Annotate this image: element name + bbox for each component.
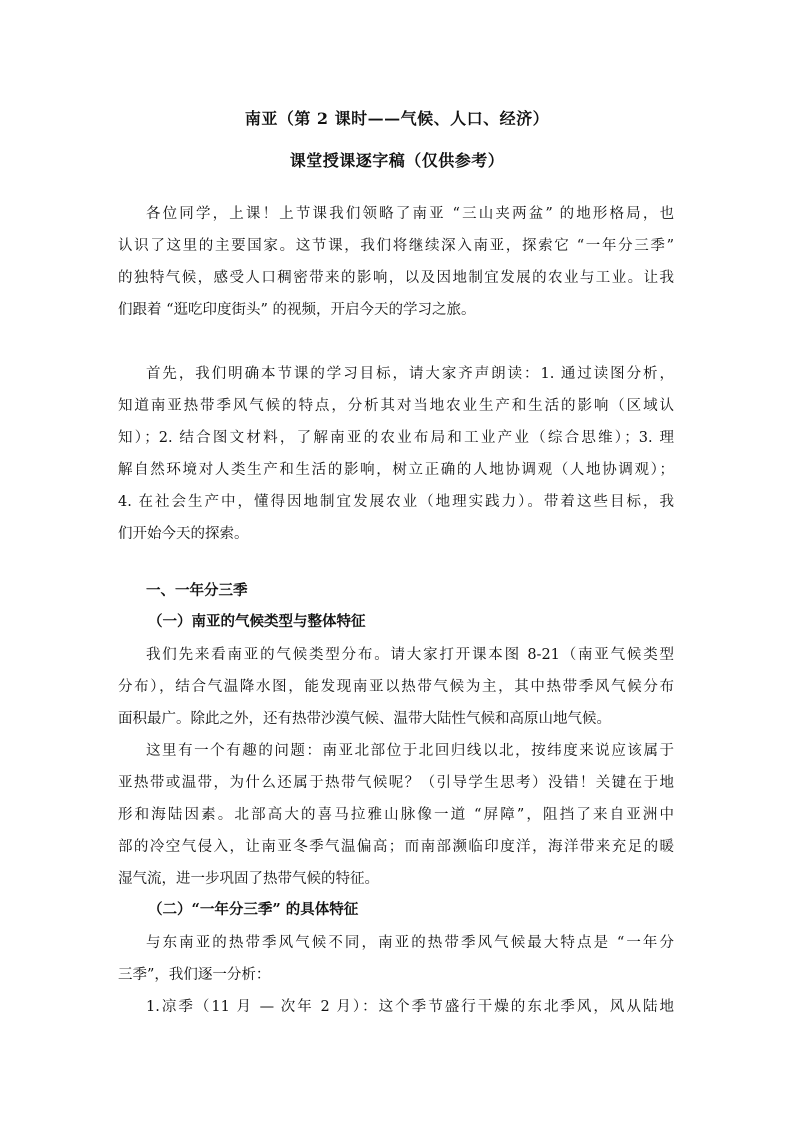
season-item-cool: 1.凉季（11 月 — 次年 2 月）：这个季节盛行干燥的东北季风，风从陆地: [146, 999, 674, 1015]
goals-line: 们开始今天的探索。: [118, 526, 249, 542]
goals-line: 知）；2. 结合图文材料，了解南亚的农业布局和工业产业（综合思维）；3. 理: [118, 430, 674, 446]
goals-line: 解自然环境对人类生产和生活的影响，树立正确的人地协调观（人地协调观）；: [118, 462, 674, 478]
question-line: 形和海陆因素。北部高大的喜马拉雅山脉像一道 “屏障”，阻挡了来自亚洲中: [118, 807, 674, 823]
climate-line: 面积最广。除此之外，还有热带沙漠气候、温带大陆性气候和高原山地气候。: [118, 711, 611, 727]
section-heading: 一、一年分三季: [146, 582, 248, 599]
document-subtitle: 课堂授课逐字稿（仅供参考）: [289, 151, 505, 170]
climate-line: 我们先来看南亚的气候类型分布。请大家打开课本图 8-21（南亚气候类型: [146, 647, 674, 663]
question-line: 亚热带或温带，为什么还属于热带气候呢？（引导学生思考）没错！关键在于地: [118, 775, 674, 791]
subsection-heading: （二）“一年分三季” 的具体特征: [148, 901, 359, 918]
climate-line: 分布），结合气温降水图，能发现南亚以热带气候为主，其中热带季风气候分布: [118, 679, 674, 695]
intro-line: 们跟着 “逛吃印度街头” 的视频，开启今天的学习之旅。: [118, 302, 476, 318]
question-line: 这里有一个有趣的问题：南亚北部位于北回归线以北，按纬度来说应该属于: [146, 743, 674, 759]
seasons-line: 三季”，我们逐一分析：: [118, 967, 271, 983]
goals-line: 首先，我们明确本节课的学习目标，请大家齐声朗读：1. 通过读图分析，: [146, 366, 674, 382]
subsection-heading: （一）南亚的气候类型与整体特征: [148, 613, 366, 630]
goals-line: 4. 在社会生产中，懂得因地制宜发展农业（地理实践力）。带着这些目标，我: [118, 494, 674, 510]
document-title: 南亚（第 2 课时——气候、人口、经济）: [244, 109, 550, 128]
question-line: 部的冷空气侵入，让南亚冬季气温偏高；而南部濒临印度洋，海洋带来充足的暖: [118, 839, 674, 855]
intro-line: 的独特气候，感受人口稠密带来的影响，以及因地制宜发展的农业与工业。让我: [118, 270, 674, 286]
question-line: 湿气流，进一步巩固了热带气候的特征。: [118, 871, 379, 887]
seasons-line: 与东南亚的热带季风气候不同，南亚的热带季风气候最大特点是 “一年分: [146, 935, 674, 951]
intro-line: 各位同学，上课！上节课我们领略了南亚 “三山夹两盆” 的地形格局，也: [146, 206, 674, 222]
intro-line: 认识了这里的主要国家。这节课，我们将继续深入南亚，探索它 “一年分三季”: [118, 238, 674, 254]
goals-line: 知道南亚热带季风气候的特点，分析其对当地农业生产和生活的影响（区域认: [118, 398, 674, 414]
